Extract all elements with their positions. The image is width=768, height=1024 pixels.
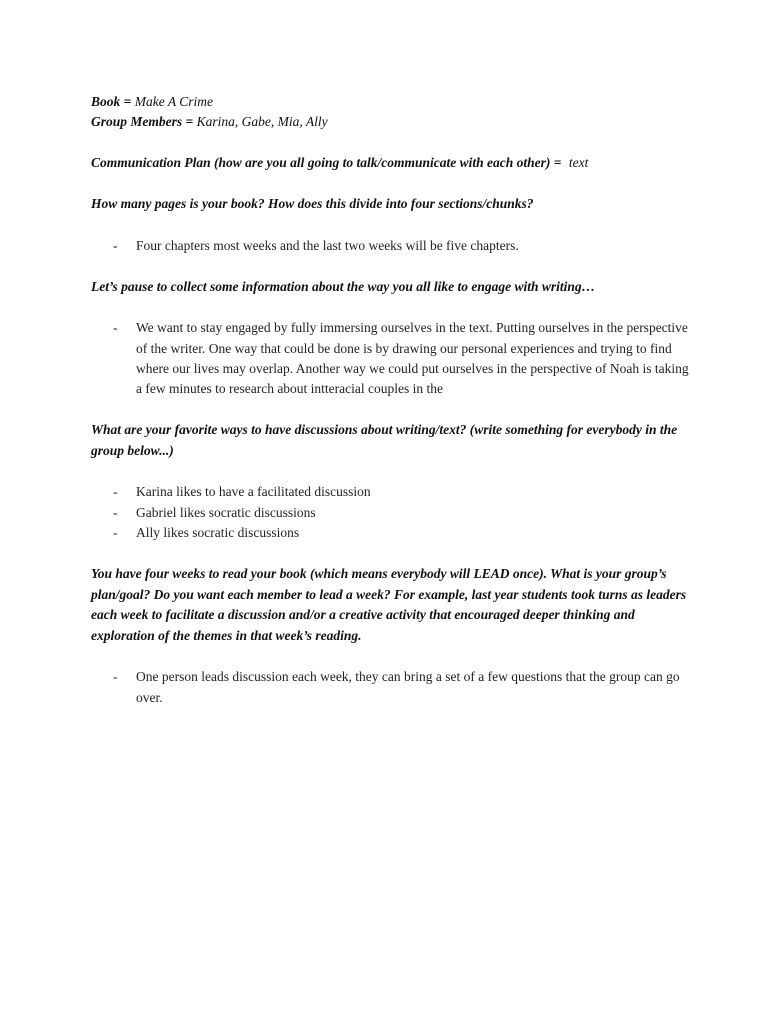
spacer [91, 543, 691, 564]
discussion-answers-list [91, 482, 691, 543]
book-label: Book = [91, 94, 135, 109]
discussion-question-prompt: What are your favorite ways to have discussions about writing/text? (write something for everybody in the group below...) [91, 422, 678, 458]
bullet-dash: - [113, 669, 118, 685]
spacer [91, 256, 691, 277]
engage-answers-list [91, 318, 691, 399]
book-line [91, 92, 691, 112]
bullet-dash: - [113, 525, 118, 541]
communication-plan-value: text [568, 155, 589, 170]
spacer [91, 173, 691, 194]
plan-answers-list [91, 667, 691, 708]
communication-plan-label: Communication Plan (how are you all going to talk/communicate with each other) = [91, 155, 565, 170]
answer-text: One person leads discussion each week, they can bring a set of a few questions that the group can go over. [136, 669, 680, 705]
book-value: Make A Crime [134, 94, 213, 109]
answer-text: Four chapters most weeks and the last two weeks will be five chapters. [136, 237, 519, 253]
pages-answers-list [91, 236, 691, 256]
list-item [91, 503, 691, 523]
list-item [91, 482, 691, 502]
bullet-dash: - [113, 320, 118, 336]
list-item [91, 236, 691, 256]
spacer [91, 646, 691, 667]
answer-text: Karina likes to have a facilitated discussion [136, 484, 371, 500]
spacer [91, 215, 691, 236]
group-members-label: Group Members = [91, 114, 197, 129]
bullet-dash: - [113, 484, 118, 500]
answer-text: We want to stay engaged by fully immersing ourselves in the text. Putting ourselves in the perspective of the writer. One way that could be done is by drawing our personal experiences and trying to find where our lives may overlap. Another way we could put ourselves in the perspective of Noah is taking a few minutes to research about intteracial couples in the [136, 320, 689, 397]
bullet-dash: - [113, 504, 118, 520]
list-item [91, 667, 691, 708]
plan-question-prompt: You have four weeks to read your book (which means everybody will LEAD once). What is your group’s plan/goal? Do you want each member to lead a week? For example, last year students took turns as leaders each week to facilitate a discussion and/or a creative activity that encouraged deeper thinking and exploration of the themes in that week’s reading. [91, 566, 687, 643]
group-members-value: Karina, Gabe, Mia, Ally [196, 114, 328, 129]
document-content [91, 92, 691, 708]
group-members-line [91, 112, 691, 132]
bullet-dash: - [113, 237, 118, 253]
spacer [91, 461, 691, 482]
spacer [91, 132, 691, 153]
pages-question-prompt: How many pages is your book? How does this divide into four sections/chunks? [91, 196, 534, 211]
answer-text: Ally likes socratic discussions [136, 525, 300, 541]
spacer [91, 297, 691, 318]
list-item [91, 318, 691, 399]
spacer [91, 399, 691, 420]
communication-plan-line [91, 153, 691, 173]
list-item [91, 523, 691, 543]
answer-text: Gabriel likes socratic discussions [136, 504, 316, 520]
engage-question-prompt: Let’s pause to collect some information about the way you all like to engage with writing… [91, 278, 596, 294]
